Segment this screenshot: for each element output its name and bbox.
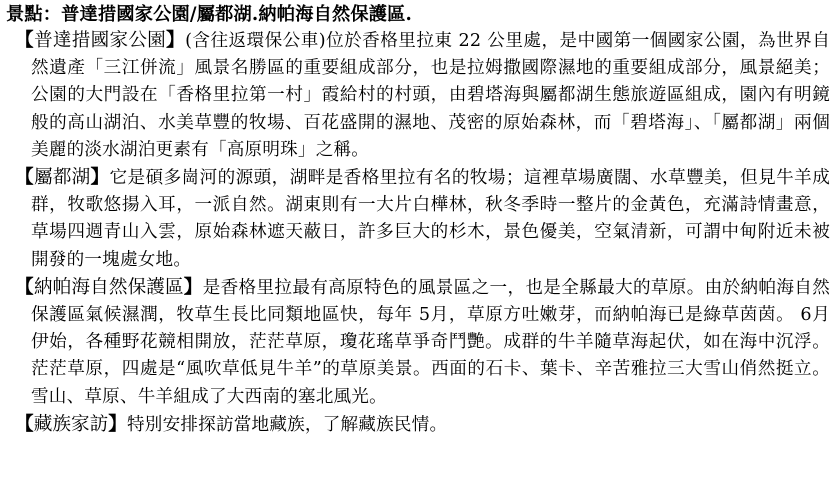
section-shudu-lake (6, 164, 830, 274)
section-tibetan-home-visit (6, 411, 830, 439)
title-close-bracket: 】 (108, 413, 127, 435)
attractions-heading: 景點：普達措國家公園/屬都湖.納帕海自然保護區. (6, 4, 413, 25)
title-close-bracket: 】 (166, 30, 186, 51)
section-text: 特別安排探訪當地藏族，了解藏族民情。 (126, 414, 448, 435)
section-text: 是香格里拉最有高原特色的風景區之一，也是全縣最大的草原。由於納帕海自然保護區氣候濕潤，牧草生長比同類地區快，每年 5月，草原方吐嫩芽，而納帕海已是綠草茵茵。 6月伊始，各種野花競相開放，茫茫草原，瓊花瑤草爭奇鬥艷。成群的牛羊隨草海起伏，如在海中沉浮。茫茫草原，四處是“風吹草低見牛羊”的草原美景。西面的石卡、葉卡、辛苦雅拉三大雪山俏然挺立。雪山、草原、牛羊組成了大西南的塞北風光。 (31, 277, 831, 407)
itinerary-document (6, 4, 830, 439)
section-title: 普達措國家公園 (34, 30, 167, 51)
section-title: 藏族家訪 (33, 413, 109, 435)
section-text: 它是碩多崗河的源頭，湖畔是香格里拉有名的牧場；這裡草場廣闊、水草豐美，但見牛羊成群，牧歌悠揚入耳，一派自然。湖東則有一大片白樺林，秋冬季時一整片的金黃色，充滿詩情畫意，草場四週青山入雲，原始森林遮天蔽日，許多巨大的杉木，景色優美，空氣清新，可謂中甸附近未被開發的一塊處女地。 (31, 168, 830, 270)
title-close-bracket: 】 (183, 276, 203, 298)
title-open-bracket: 【 (15, 276, 34, 298)
title-open-bracket: 【 (15, 167, 35, 189)
title-close-bracket: 】 (90, 167, 110, 189)
section-title: 納帕海自然保護區 (33, 276, 184, 298)
section-title: 屬都湖 (34, 167, 91, 189)
section-napahai-nature-reserve (6, 274, 830, 411)
section-text: (含往返環保公車)位於香格里拉東 22 公里處，是中國第一個國家公園，為世界自然遺產「三江併流」風景名勝區的重要組成部分，也是拉姆撒國際濕地的重要組成部分，風景絕美；公園的大門設在「香格里拉第一村」霞給村的村頭，由碧塔海與屬都湖生態旅遊區組成，園內有明鏡般的高山湖泊、水美草豐的牧場、百花盛開的濕地、茂密的原始森林，而「碧塔海」、「屬都湖」兩個美麗的淡水湖泊更素有「高原明珠」之稱。 (31, 31, 831, 160)
title-open-bracket: 【 (15, 413, 34, 435)
section-pudacuo-national-park (6, 27, 830, 164)
title-open-bracket: 【 (15, 30, 35, 51)
